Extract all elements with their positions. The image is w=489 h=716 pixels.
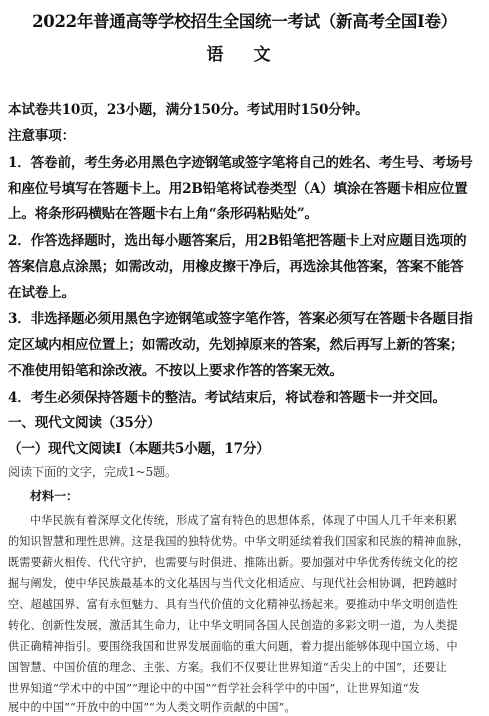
passage-line: 中华民族有着深厚文化传统，形成了富有特色的思想体系，体现了中国人几千年来积累 [30, 514, 458, 527]
instruction-line: 2．作答选择题时，选出每小题答案后，用2B铅笔把答题卡上对应题目选项的 [8, 233, 467, 249]
section-heading: 一、现代文阅读（35分） [8, 415, 161, 431]
passage-line: 转化、创新性发展，激活其生命力，让中华文明同各国人民创造的多彩文明一道，为人类提 [8, 619, 458, 632]
subject-title: 语 文 [206, 45, 283, 65]
exam-overview: 本试卷共10页，23小题，满分150分。考试用时150分钟。 [8, 102, 369, 118]
instruction-line: 在试卷上。 [8, 285, 75, 301]
passage-line: 国智慧、中国价值的理念、主张、方案。我们不仅要让世界知道“舌尖上的中国”，还要让 [8, 661, 447, 674]
exam-title: 2022年普通高等学校招生全国统一考试（新高考全国Ⅰ卷） [32, 12, 457, 31]
passage-line: 供正确精神指引。要围绕我国和世界发展面临的重大问题，着力提出能够体现中国立场、中 [8, 640, 458, 653]
instruction-line: 1．答卷前，考生务必用黑色字迹钢笔或签字笔将自己的姓名、考生号、考场号 [8, 155, 473, 171]
passage-line: 的知识智慧和理性思辨。这是我国的独特优势。中华文明延续着我们国家和民族的精神血脉， [8, 535, 469, 548]
passage-line: 既需要薪火相传、代代守护，也需要与时俱进、推陈出新。要加强对中华优秀传统文化的挖 [8, 556, 458, 569]
instruction-line: 3．非选择题必须用黑色字迹钢笔或签字笔作答，答案必须写在答题卡各题目指 [8, 311, 473, 327]
passage-line: 空、超越国界、富有永恒魅力、具有当代价值的文化精神弘扬起来。要推动中华文明创造性 [8, 598, 458, 611]
material-label: 材料一： [30, 489, 79, 503]
notice-heading: 注意事项： [8, 128, 75, 144]
passage-line: 世界知道“学术中的中国”“理论中的中国”“哲学社会科学中的中国”，让世界知道“发 [8, 682, 420, 695]
instruction-line: 答案信息点涂黑；如需改动，用橡皮擦干净后，再选涂其他答案，答案不能答 [8, 259, 464, 275]
instruction-line: 上。将条形码横贴在答题卡右上角“条形码粘贴处”。 [8, 206, 318, 222]
reading-direction: 阅读下面的文字，完成1~5题。 [8, 465, 177, 479]
passage-line: 展中的中国”“开放中的中国”“为人类文明作贡献的中国”。 [8, 701, 296, 714]
section-subheading: （一）现代文阅读Ⅰ（本题共5小题，17分） [8, 441, 270, 457]
instruction-line: 和座位号填写在答题卡上。用2B铅笔将试卷类型（A）填涂在答题卡相应位置 [8, 181, 468, 197]
passage-line: 掘与阐发，使中华民族最基本的文化基因与当代文化相适应、与现代社会相协调，把跨越时 [8, 577, 458, 590]
instruction-line: 不准使用铅笔和涂改液。不按以上要求作答的答案无效。 [8, 363, 343, 379]
instruction-line: 4．考生必须保持答题卡的整洁。考试结束后，将试卷和答题卡一并交回。 [8, 390, 446, 406]
instruction-line: 定区域内相应位置上；如需改动，先划掉原来的答案，然后再写上新的答案； [8, 337, 464, 353]
